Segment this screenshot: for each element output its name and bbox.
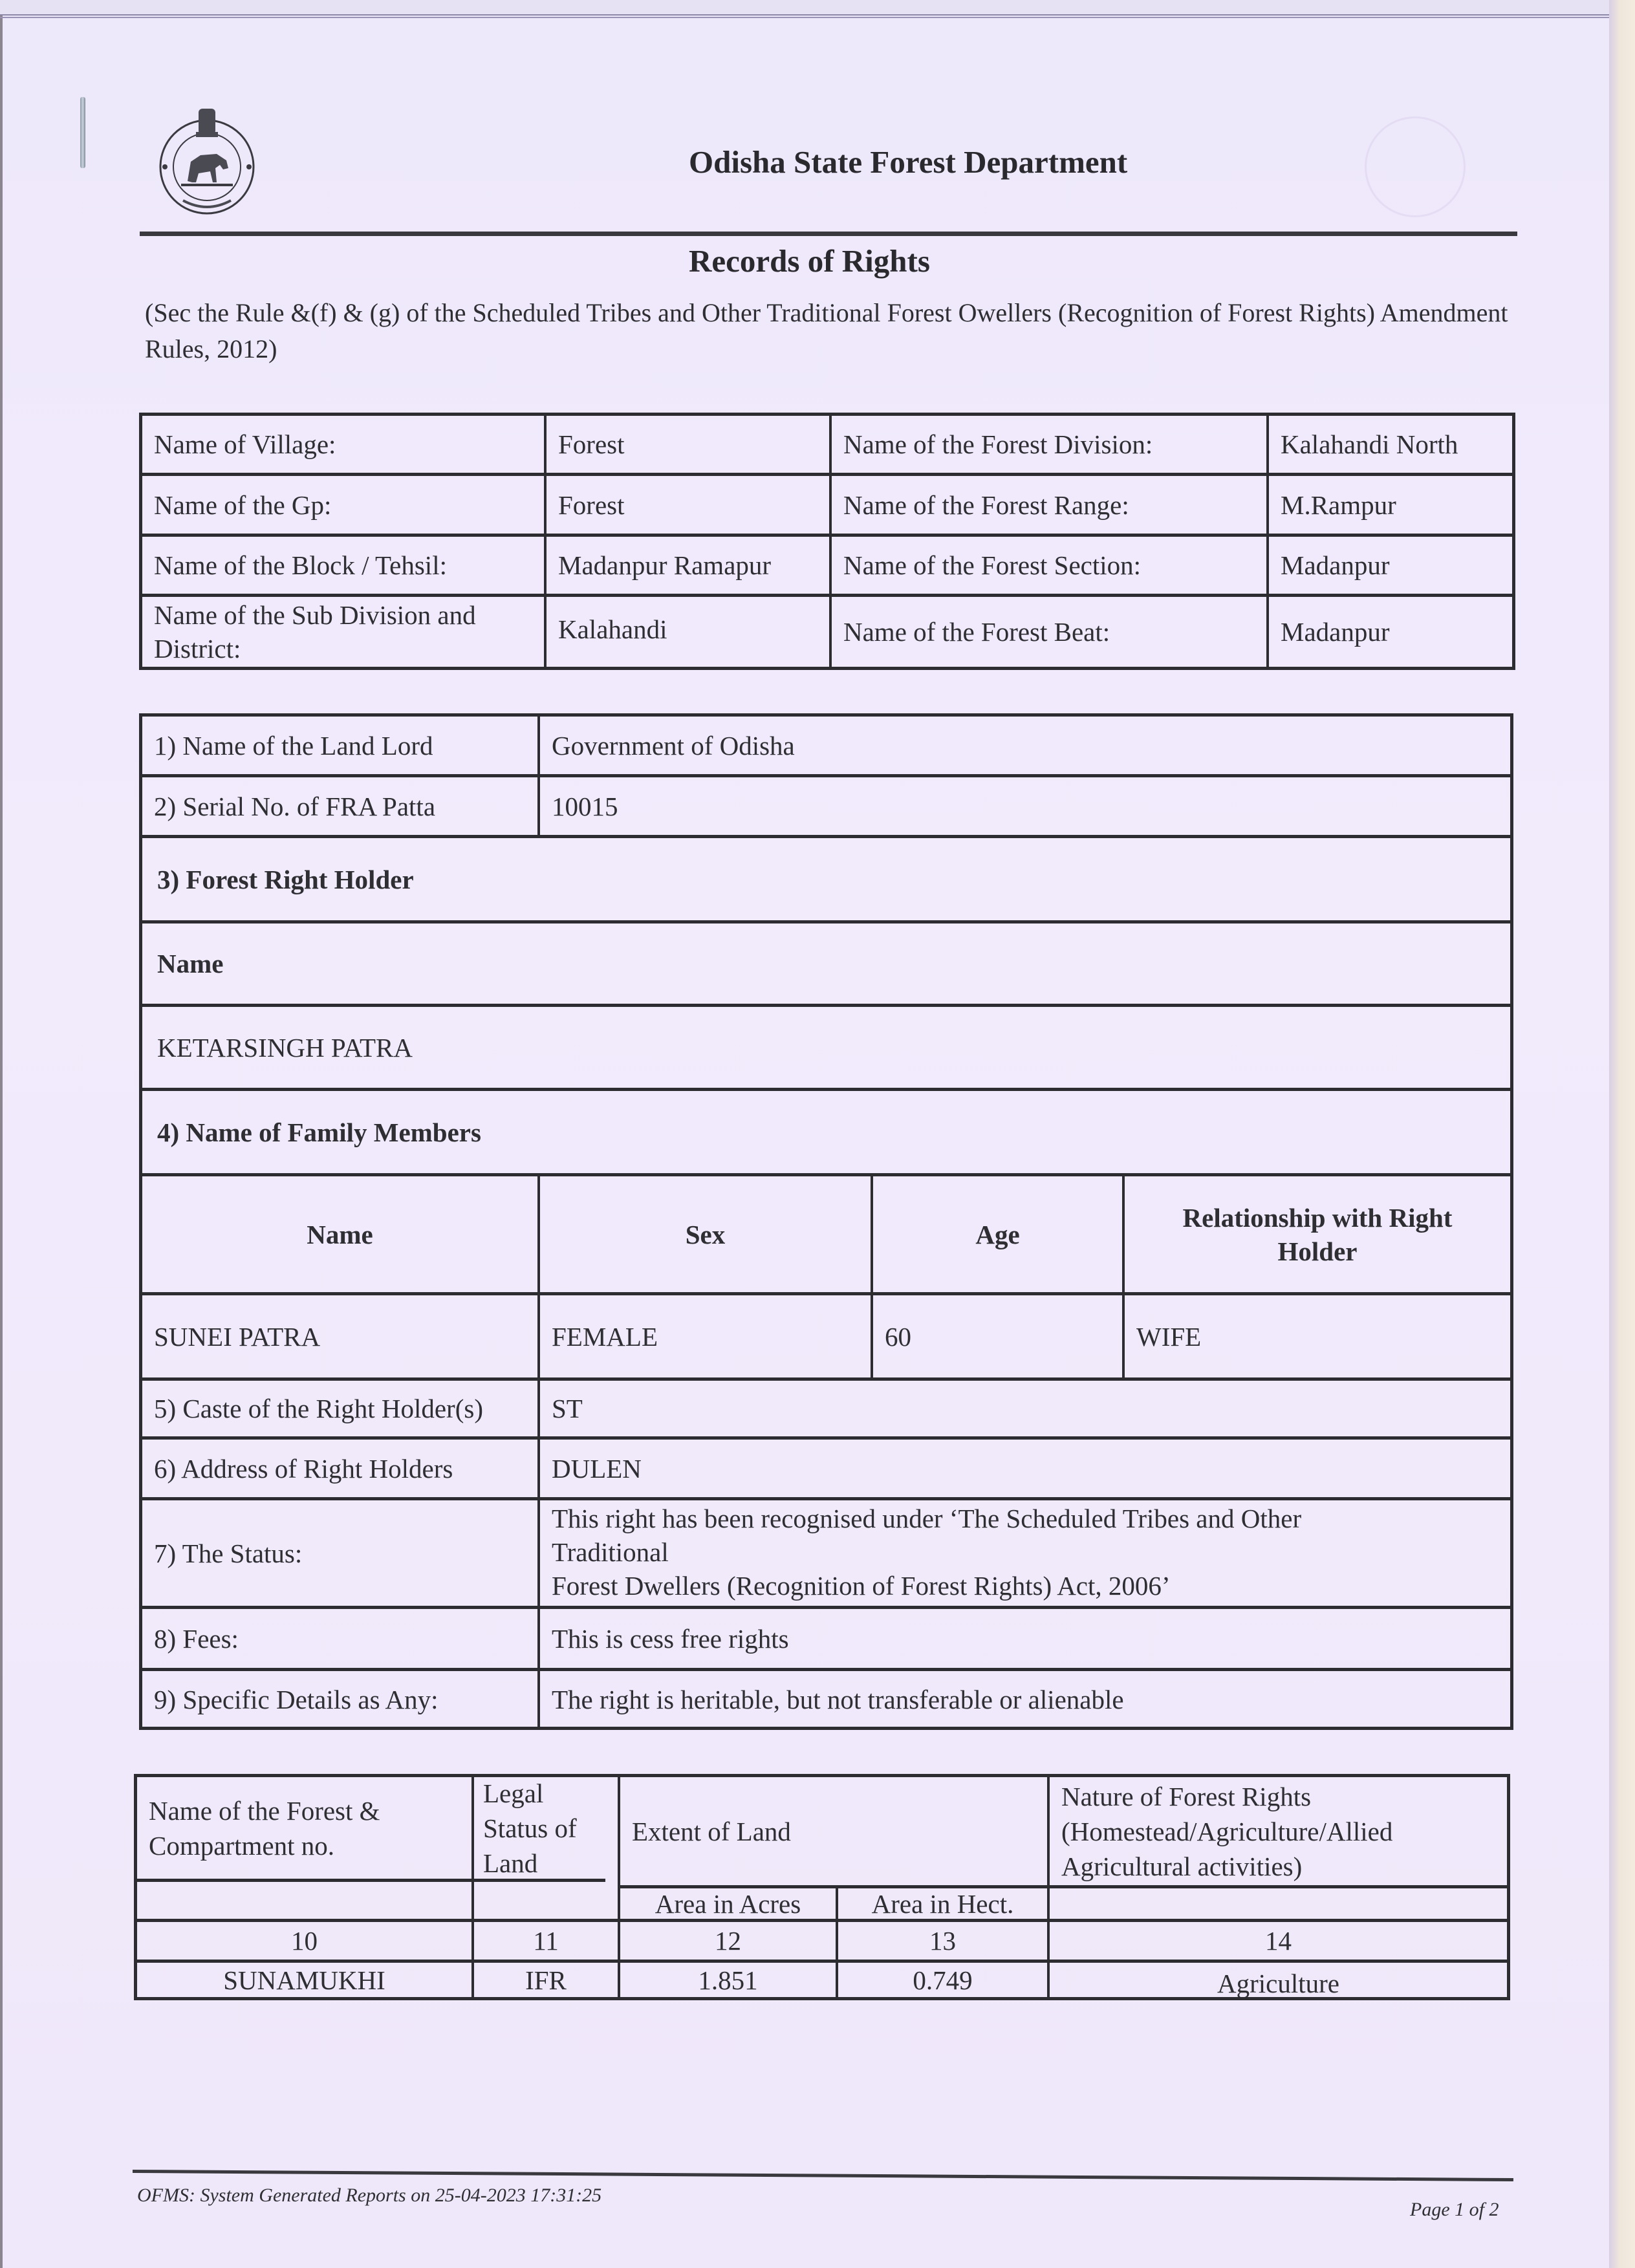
label-forest-range: Name of the Forest Range: [843, 490, 1129, 520]
col-legal-status: Legal Status of Land [483, 1778, 577, 1878]
value-fees: This is cess free rights [552, 1623, 789, 1654]
document-subtitle: (Sec the Rule &(f) & (g) of the Scheduled Tribes and Other Traditional Forest Owellers (Recognition of Forest Rights) Amendment Rules, 2012) [145, 298, 1508, 363]
value-caste: ST [552, 1394, 583, 1423]
stamp-showthrough [1365, 116, 1466, 217]
family-col-sex: Sex [685, 1219, 726, 1249]
label-land-lord: 1) Name of the Land Lord [154, 730, 433, 761]
land-nature-of-rights: Agriculture [1217, 1969, 1339, 1998]
label-serial-no: 2) Serial No. of FRA Patta [154, 791, 436, 821]
land-forest-name: SUNAMUKHI [223, 1965, 385, 1995]
department-title: Odisha State Forest Department [689, 144, 1128, 180]
previous-page-strip [0, 0, 1609, 16]
label-fees: 8) Fees: [154, 1623, 239, 1654]
family-col-age: Age [975, 1219, 1020, 1249]
right-holder-name: KETARSINGH PATRA [157, 1032, 413, 1063]
family-member-age: 60 [885, 1321, 911, 1352]
label-village: Name of Village: [154, 429, 336, 459]
sub-col-area-acres: Area in Acres [655, 1888, 801, 1919]
value-status [552, 1502, 1509, 1603]
footer-generated-text: OFMS: System Generated Reports on 25-04-2023 17:31:25 [137, 2185, 602, 2206]
land-legal-status: IFR [525, 1965, 567, 1995]
value-land-lord: Government of Odisha [552, 730, 795, 761]
family-member-sex: FEMALE [552, 1321, 658, 1352]
label-forest-division: Name of the Forest Division: [843, 429, 1153, 459]
value-forest-range: M.Rampur [1281, 490, 1396, 520]
col-number: 10 [291, 1926, 318, 1956]
label-gp: Name of the Gp: [154, 490, 332, 520]
value-subdivision-district: Kalahandi [558, 614, 667, 644]
col-number: 12 [715, 1926, 741, 1956]
page-edge-shadow [1609, 0, 1635, 2268]
label-caste: 5) Caste of the Right Holder(s) [154, 1394, 483, 1423]
col-number: 13 [929, 1926, 956, 1956]
odisha-emblem-icon [152, 103, 262, 220]
document-title: Records of Rights [689, 243, 930, 279]
col-extent-of-land: Extent of Land [632, 1816, 791, 1846]
land-area-hect: 0.749 [913, 1965, 973, 1995]
family-member-name: SUNEI PATRA [154, 1321, 321, 1352]
label-address: 6) Address of Right Holders [154, 1453, 453, 1484]
value-forest-division: Kalahandi North [1281, 429, 1458, 459]
label-specific-details: 9) Specific Details as Any: [154, 1685, 439, 1714]
value-gp: Forest [558, 490, 625, 520]
header-divider [140, 232, 1517, 236]
family-col-name: Name [307, 1219, 373, 1249]
family-member-relationship: WIFE [1136, 1321, 1202, 1352]
sub-col-area-hect: Area in Hect. [871, 1888, 1014, 1919]
status-line-1: This right has been recognised under ‘The Scheduled Tribes and Other [552, 1504, 1302, 1533]
status-line-2: Traditional [552, 1537, 669, 1567]
label-forest-section: Name of the Forest Section: [843, 550, 1142, 580]
heading-family-members: 4) Name of Family Members [157, 1117, 481, 1147]
col-nature-of-rights: Nature of Forest Rights (Homestead/Agriculture/Allied Agricultural activities) [1061, 1781, 1393, 1881]
col-number: 14 [1265, 1926, 1292, 1956]
value-forest-section: Madanpur [1281, 550, 1390, 580]
col-forest-compartment: Name of the Forest & Compartment no. [149, 1795, 380, 1861]
page-left-edge [0, 0, 3, 2268]
family-col-relationship: Relationship with Right Holder [1182, 1202, 1453, 1266]
status-line-3: Forest Dwellers (Recognition of Forest Rights) Act, 2006’ [552, 1571, 1171, 1601]
value-address: DULEN [552, 1453, 642, 1484]
label-status: 7) The Status: [154, 1538, 303, 1568]
value-serial-no: 10015 [552, 791, 618, 821]
label-block-tehsil: Name of the Block / Tehsil: [154, 550, 447, 580]
heading-forest-right-holder: 3) Forest Right Holder [157, 864, 414, 894]
value-specific-details: The right is heritable, but not transferable or alienable [552, 1685, 1124, 1714]
value-block-tehsil: Madanpur Ramapur [558, 550, 772, 580]
label-subdivision-district: Name of the Sub Division and District: [154, 600, 476, 664]
value-forest-beat: Madanpur [1281, 617, 1390, 647]
label-forest-beat: Name of the Forest Beat: [843, 617, 1110, 647]
page-number: Page 1 of 2 [1410, 2199, 1499, 2220]
previous-page-edge [0, 14, 1609, 18]
land-area-acres: 1.851 [698, 1965, 758, 1995]
heading-name: Name [157, 949, 224, 978]
col-number: 11 [533, 1926, 559, 1956]
staple-icon [80, 97, 85, 168]
value-village: Forest [558, 429, 625, 459]
